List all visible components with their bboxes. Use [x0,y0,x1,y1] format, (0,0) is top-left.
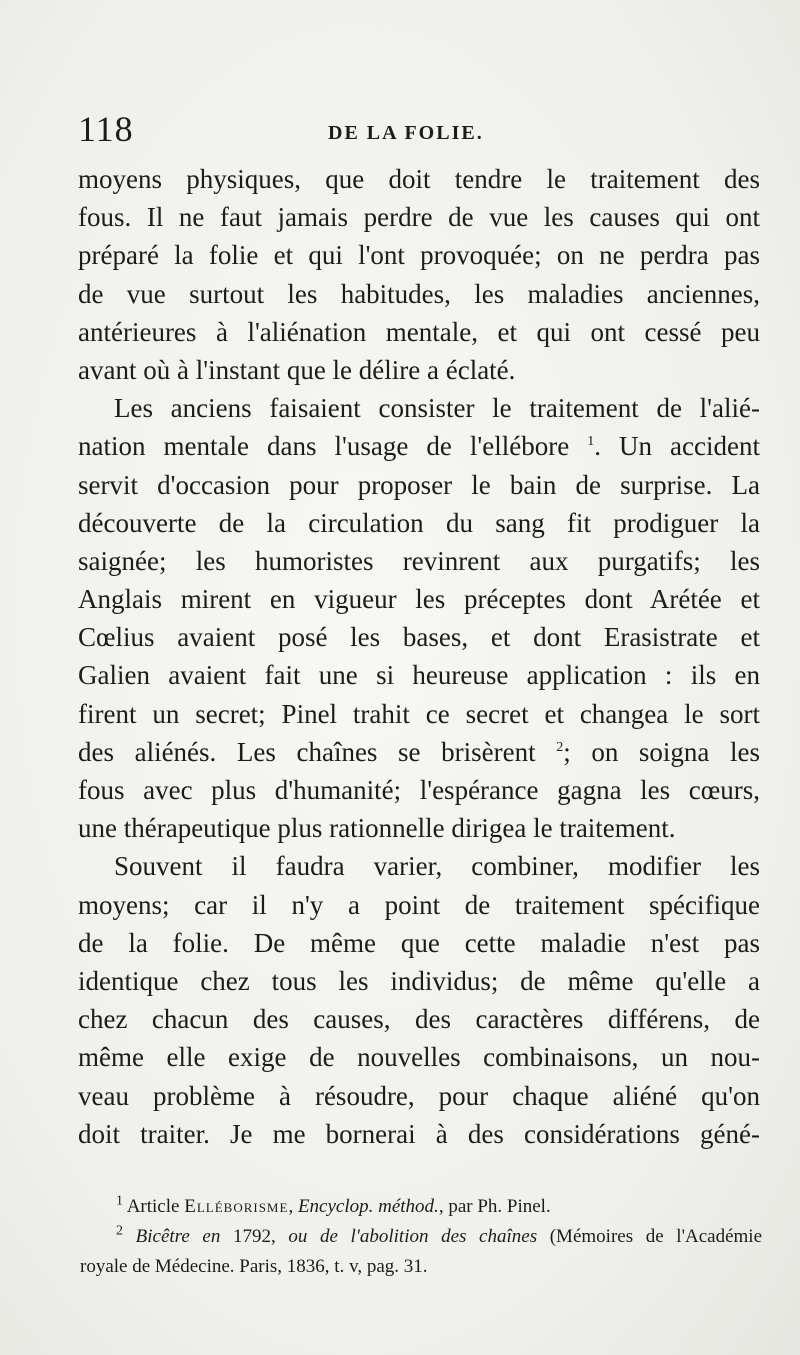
footnote-text: , par Ph. Pinel. [438,1196,551,1217]
footnote-caps: Elléborisme [184,1196,289,1217]
footnote-italic: Bicêtre en [135,1226,221,1247]
running-head: DE LA FOLIE. [328,122,484,144]
footnote-2 [80,1222,762,1252]
text-line-with-footnote [78,733,760,771]
text-line: Les anciens faisaient consister le traitement de l'alié- [114,393,760,424]
text-line: veau problème à résoudre, pour chaque aliéné qu'on [78,1080,760,1111]
text-line: Galien avaient fait une si heureuse application : ils en [78,660,760,691]
text-line: firent un secret; Pinel trahit ce secret et changea le sort [78,698,760,729]
text-line: identique chez tous les individus; de même qu'elle a [78,965,760,996]
footnote-reference: 1 [587,434,595,450]
footnote-text: 1792, [220,1226,289,1247]
body-text [78,160,760,1153]
page-header [78,108,768,152]
footnote-text: (Mémoires de l'Académie [537,1226,762,1247]
text-line: Souvent il faudra varier, combiner, modifier les [114,851,760,882]
text-line: découverte de la circulation du sang fit prodiguer la [78,507,760,538]
footnote-marker: 1 [116,1193,123,1209]
text-line: de vue surtout les habitudes, les maladies anciennes, [78,278,760,309]
footnotes [80,1192,762,1282]
text-line-with-footnote [78,427,760,465]
footnote-italic: ou de l'abolition des chaînes [288,1226,538,1247]
footnote-italic: Encyclop. méthod. [297,1196,439,1217]
text-line: antérieures à l'aliénation mentale, et qui ont cessé peu [78,316,760,347]
text-fragment: des aliénés. Les chaînes se brisèrent [78,736,536,767]
text-line: servit d'occasion pour proposer le bain de surprise. La [78,469,760,500]
footnote-1 [80,1192,762,1222]
text-line: Cœlius avaient posé les bases, et dont Erasistrate et [78,622,760,653]
text-fragment: nation mentale dans l'usage de l'ellébore [78,431,570,462]
text-line: moyens; car il n'y a point de traitement spécifique [78,889,760,920]
footnote-reference: 2 [556,739,564,755]
page-number: 118 [78,109,134,149]
text-line: saignée; les humoristes revinrent aux purgatifs; les [78,545,760,576]
text-line: doit traiter. Je me bornerai à des considérations géné- [78,1118,760,1149]
text-fragment: . Un accident [594,431,760,462]
text-line: fous. Il ne faut jamais perdre de vue les causes qui ont [78,202,760,233]
footnote-text: Article [126,1196,185,1217]
footnote-marker: 2 [116,1223,123,1239]
footnote-2-continuation: royale de Médecine. Paris, 1836, t. v, pag. 31. [80,1256,428,1277]
text-line: une thérapeutique plus rationnelle dirigea le traitement. [78,813,676,844]
text-line: avant où à l'instant que le délire a éclaté. [78,354,516,385]
footnote-text: , [288,1196,298,1217]
text-line: Anglais mirent en vigueur les préceptes dont Arétée et [78,584,760,615]
text-line: de la folie. De même que cette maladie n'est pas [78,927,760,958]
text-line: même elle exige de nouvelles combinaisons, un nou- [78,1042,760,1073]
text-fragment: ; on soigna les [563,736,761,767]
text-line: préparé la folie et qui l'ont provoquée; on ne perdra pas [78,240,760,271]
text-line: fous avec plus d'humanité; l'espérance gagna les cœurs, [78,775,760,805]
text-line: chez chacun des causes, des caractères différens, de [78,1004,760,1035]
text-line: moyens physiques, que doit tendre le traitement des [78,164,760,194]
